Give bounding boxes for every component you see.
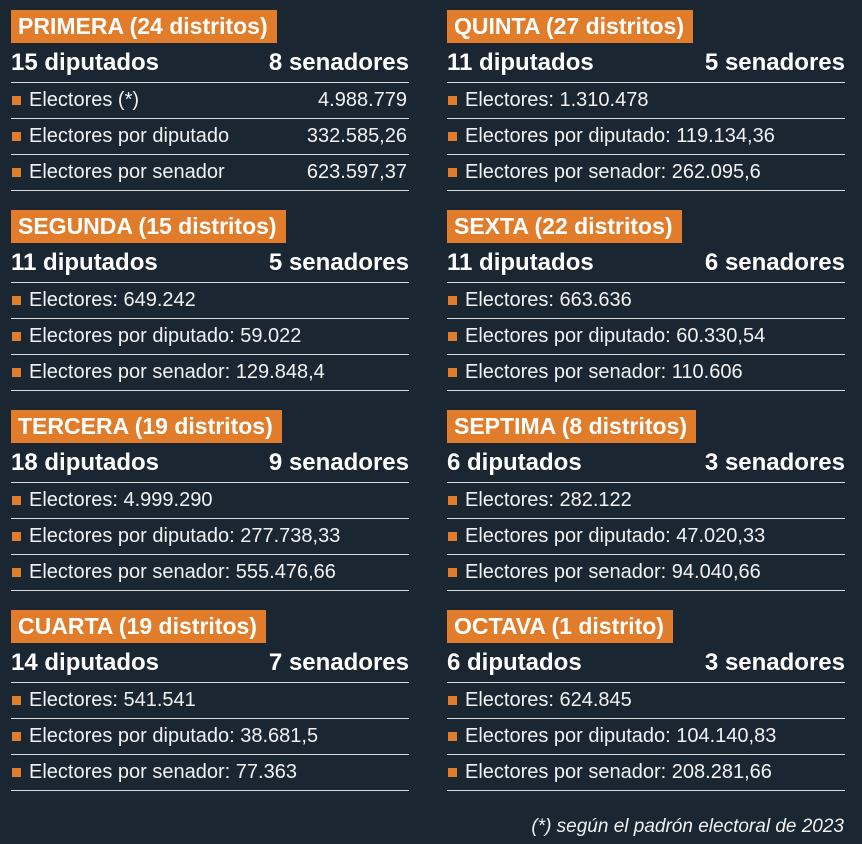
bullet-icon [448,732,457,741]
por-diputado-row [447,119,845,155]
senadores-count: 6 senadores [704,249,845,276]
bullet-icon [448,532,457,541]
footnote: (*) según el padrón electoral de 2023 [531,816,844,837]
section-title: SEXTA (22 distritos) [447,210,682,243]
por-senador-text: Electores por senador: 94.040,66 [465,561,761,583]
bullet-icon [448,368,457,377]
diputados-count: 14 diputados [11,649,160,676]
electores-label: Electores (*) [29,89,140,111]
bullet-icon [12,496,21,505]
bullet-icon [448,132,457,141]
por-diputado-row [447,719,845,755]
electores-row [11,683,409,719]
electores-text: Electores: 663.636 [465,289,632,311]
section-title: OCTAVA (1 distrito) [447,610,673,643]
electores-text: Electores: 541.541 [29,689,196,711]
por-diputado-row [11,519,409,555]
senadores-count: 3 senadores [704,449,845,476]
por-diputado-row [447,319,845,355]
por-senador-row [11,555,409,591]
section-title: PRIMERA (24 distritos) [11,10,277,43]
senadores-count: 9 senadores [268,449,409,476]
por-diputado-text: Electores por diputado: 119.134,36 [465,125,775,147]
section-title: SEGUNDA (15 distritos) [11,210,286,243]
por-diputado-text: Electores por diputado: 277.738,33 [29,525,341,547]
section-title: CUARTA (19 distritos) [11,610,266,643]
section-cuarta [11,610,409,810]
por-diputado-row [11,119,409,155]
section-primera [11,10,409,210]
bullet-icon [448,696,457,705]
bullet-icon [12,732,21,741]
section-title: TERCERA (19 distritos) [11,410,282,443]
senadores-count: 5 senadores [268,249,409,276]
por-diputado-label: Electores por diputado [29,125,230,147]
por-diputado-text: Electores por diputado: 47.020,33 [465,525,766,547]
bullet-icon [12,332,21,341]
seat-counts [447,244,845,283]
section-quinta [447,10,845,210]
electores-row [447,83,845,119]
por-diputado-value: 332.585,26 [306,125,407,147]
senadores-count: 5 senadores [704,49,845,76]
por-senador-row [447,155,845,191]
section-octava [447,610,845,810]
senadores-count: 3 senadores [704,649,845,676]
electores-text: Electores: 4.999.290 [29,489,213,511]
bullet-icon [448,168,457,177]
seat-counts [447,444,845,483]
bullet-icon [12,368,21,377]
electores-text: Electores: 624.845 [465,689,632,711]
bullet-icon [448,496,457,505]
por-diputado-row [11,319,409,355]
por-diputado-row [11,719,409,755]
section-title: QUINTA (27 distritos) [447,10,693,43]
bullet-icon [12,296,21,305]
electores-row [447,683,845,719]
por-diputado-row [447,519,845,555]
electores-row [11,83,409,119]
diputados-count: 15 diputados [11,49,160,76]
por-senador-row [447,355,845,391]
por-senador-text: Electores por senador: 555.476,66 [29,561,336,583]
electores-text: Electores: 649.242 [29,289,196,311]
por-senador-text: Electores por senador: 262.095,6 [465,161,761,183]
seat-counts [11,244,409,283]
right-column [447,10,845,810]
por-diputado-text: Electores por diputado: 59.022 [29,325,302,347]
por-senador-value: 623.597,37 [306,161,407,183]
bullet-icon [12,768,21,777]
section-tercera [11,410,409,610]
bullet-icon [448,768,457,777]
diputados-count: 18 diputados [11,449,160,476]
diputados-count: 11 diputados [11,249,158,276]
electores-row [11,483,409,519]
diputados-count: 6 diputados [447,449,582,476]
por-diputado-text: Electores por diputado: 60.330,54 [465,325,766,347]
electores-text: Electores: 1.310.478 [465,89,649,111]
electores-text: Electores: 282.122 [465,489,632,511]
bullet-icon [12,132,21,141]
senadores-count: 8 senadores [268,49,409,76]
bullet-icon [12,532,21,541]
bullet-icon [12,696,21,705]
por-senador-row [11,355,409,391]
section-segunda [11,210,409,410]
bullet-icon [448,568,457,577]
por-senador-row [447,555,845,591]
bullet-icon [448,296,457,305]
por-senador-label: Electores por senador [29,161,225,183]
por-senador-text: Electores por senador: 129.848,4 [29,361,325,383]
por-diputado-text: Electores por diputado: 104.140,83 [465,725,777,747]
diputados-count: 6 diputados [447,649,582,676]
bullet-icon [448,332,457,341]
por-senador-row [11,755,409,791]
electores-row [447,283,845,319]
section-title: SEPTIMA (8 distritos) [447,410,696,443]
diputados-count: 11 diputados [447,249,594,276]
bullet-icon [448,96,457,105]
electores-value: 4.988.779 [318,89,407,111]
por-senador-text: Electores por senador: 110.606 [465,361,743,383]
senadores-count: 7 senadores [268,649,409,676]
left-column [11,10,409,810]
bullet-icon [12,568,21,577]
section-sexta [447,210,845,410]
por-senador-text: Electores por senador: 77.363 [29,761,297,783]
seat-counts [11,44,409,83]
por-diputado-text: Electores por diputado: 38.681,5 [29,725,319,747]
por-senador-row [447,755,845,791]
seat-counts [11,644,409,683]
bullet-icon [12,168,21,177]
electores-row [447,483,845,519]
seat-counts [11,444,409,483]
bullet-icon [12,96,21,105]
por-senador-text: Electores por senador: 208.281,66 [465,761,772,783]
electores-row [11,283,409,319]
seat-counts [447,44,845,83]
diputados-count: 11 diputados [447,49,594,76]
section-septima [447,410,845,610]
por-senador-row [11,155,409,191]
seat-counts [447,644,845,683]
